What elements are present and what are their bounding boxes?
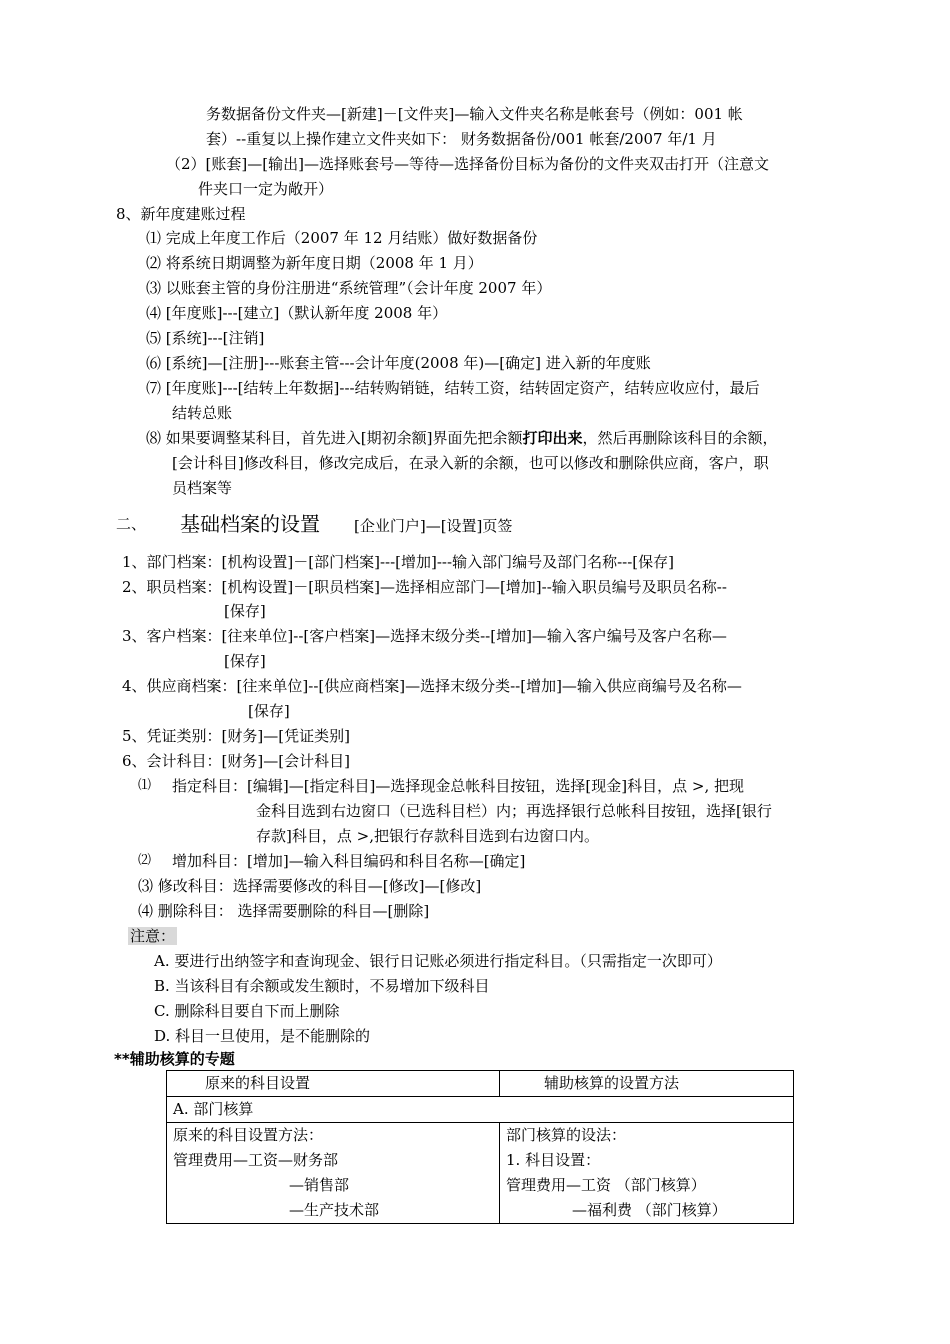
section-2-subtitle: [企业门户]—[设置]页签	[354, 517, 513, 535]
step-5: ⑸ [系统]---[注销]	[146, 329, 265, 347]
item-2-line-2: [保存]	[224, 602, 266, 620]
table-header-left: 原来的科目设置	[167, 1071, 500, 1097]
table-header-row	[167, 1071, 794, 1097]
step-7-line-2: 结转总账	[172, 404, 233, 422]
sub-1-number: ⑴	[138, 778, 152, 793]
right-line-2: 1. 科目设置：	[506, 1151, 601, 1169]
step-8-text-pre: ⑻ 如果要调整某科目，首先进入[期初余额]界面先把余额	[146, 429, 523, 447]
item-4-line-2: [保存]	[248, 702, 290, 720]
top-line-4: 件夹口一定为敞开）	[198, 180, 334, 198]
item-1: 1、部门档案：[机构设置]－[部门档案]---[增加]---输入部门编号及部门名称---[保存]	[122, 553, 674, 571]
step-7-line-1: ⑺ [年度账]---[结转上年数据]---结转购销链，结转工资，结转固定资产，结转应收应付，最后	[146, 379, 760, 397]
right-line-4: —福利费 （部门核算）	[572, 1201, 727, 1219]
item-2-line-1: 2、职员档案：[机构设置]－[职员档案]—选择相应部门—[增加]--输入职员编号及职员名称--	[122, 578, 727, 596]
left-line-2: 管理费用—工资—财务部	[173, 1151, 339, 1169]
sub-3: ⑶ 修改科目：选择需要修改的科目—[修改]—[修改]	[138, 877, 482, 895]
top-line-1: 务数据备份文件夹—[新建]－[文件夹]—输入文件夹名称是帐套号（例如：001 帐	[206, 105, 743, 123]
table-cell-right	[500, 1123, 794, 1224]
item-3-line-2: [保存]	[224, 652, 266, 670]
top-line-3: （2）[账套]—[输出]—选择账套号—等待—选择备份目标为备份的文件夹双击打开（注意文	[166, 155, 769, 173]
step-6: ⑹ [系统]—[注册]---账套主管---会计年度(2008 年)—[确定] 进入新的年度账	[146, 354, 651, 372]
note-c: C. 删除科目要自下而上删除	[154, 1002, 340, 1020]
item-4-line-1: 4、供应商档案：[往来单位]--[供应商档案]—选择末级分类--[增加]—输入供应商编号及名称—	[122, 677, 742, 695]
left-line-1: 原来的科目设置方法：	[173, 1126, 324, 1144]
step-8-line-3: 员档案等	[172, 479, 233, 497]
step-3: ⑶ 以账套主管的身份注册进“系统管理”（会计年度 2007 年）	[146, 279, 552, 297]
table-row	[167, 1123, 794, 1224]
step-8-line-2: [会计科目]修改科目，修改完成后，在录入新的余额，也可以修改和删除供应商，客户，职	[172, 454, 769, 472]
left-line-4: —生产技术部	[289, 1201, 380, 1219]
step-1: ⑴ 完成上年度工作后（2007 年 12 月结账）做好数据备份	[146, 229, 538, 247]
section-8-title: 8、新年度建账过程	[116, 205, 246, 223]
item-3-line-1: 3、客户档案：[往来单位]--[客户档案]—选择末级分类--[增加]—输入客户编号及客户名称—	[122, 627, 727, 645]
note-d: D. 科目一旦使用，是不能删除的	[154, 1027, 371, 1045]
table-header-right: 辅助核算的设置方法	[500, 1071, 794, 1097]
note-title	[128, 926, 177, 946]
sub-1-line-2: 金科目选到右边窗口（已选科目栏）内；再选择银行总帐科目按钮，选择[银行	[256, 802, 772, 820]
note-title-text: 注意：	[130, 927, 176, 945]
step-4: ⑷ [年度账]---[建立]（默认新年度 2008 年）	[146, 304, 448, 322]
section-2-title: 基础档案的设置	[180, 512, 320, 536]
step-8-text-bold: 打印出来	[522, 429, 583, 447]
right-line-1: 部门核算的设法：	[506, 1126, 627, 1144]
section-2-number: 二、	[116, 515, 147, 533]
item-5: 5、凭证类别：[财务]—[凭证类别]	[122, 727, 350, 745]
note-b: B. 当该科目有余额或发生额时，不易增加下级科目	[154, 977, 490, 995]
step-2: ⑵ 将系统日期调整为新年度日期（2008 年 1 月）	[146, 254, 483, 272]
sub-4: ⑷ 删除科目： 选择需要删除的科目—[删除]	[138, 902, 430, 920]
step-8-line-1	[146, 428, 778, 448]
note-a: A. 要进行出纳签字和查询现金、银行日记账必须进行指定科目。（只需指定一次即可）	[154, 952, 722, 970]
left-line-3: —销售部	[289, 1176, 350, 1194]
sub-2: 增加科目：[增加]—输入科目编码和科目名称—[确定]	[172, 852, 526, 870]
aux-table	[166, 1070, 794, 1224]
right-line-3: 管理费用—工资 （部门核算）	[506, 1176, 706, 1194]
aux-title: **辅助核算的专题	[114, 1050, 235, 1068]
sub-1-line-3: 存款]科目，点 >,把银行存款科目选到右边窗口内。	[256, 827, 599, 845]
step-8-text-post: ，然后再删除该科目的余额，	[582, 429, 778, 447]
item-6: 6、会计科目：[财务]—[会计科目]	[122, 752, 350, 770]
table-cell-left	[167, 1123, 500, 1224]
sub-2-number: ⑵	[138, 853, 152, 868]
table-section-row	[167, 1097, 794, 1123]
top-line-2: 套）--重复以上操作建立文件夹如下： 财务数据备份/001 帐套/2007 年/1 月	[206, 130, 717, 148]
sub-1-line-1: 指定科目：[编辑]—[指定科目]—选择现金总帐科目按钮，选择[现金]科目，点 >, 把现	[172, 777, 744, 795]
table-section-label: A. 部门核算	[167, 1097, 794, 1123]
